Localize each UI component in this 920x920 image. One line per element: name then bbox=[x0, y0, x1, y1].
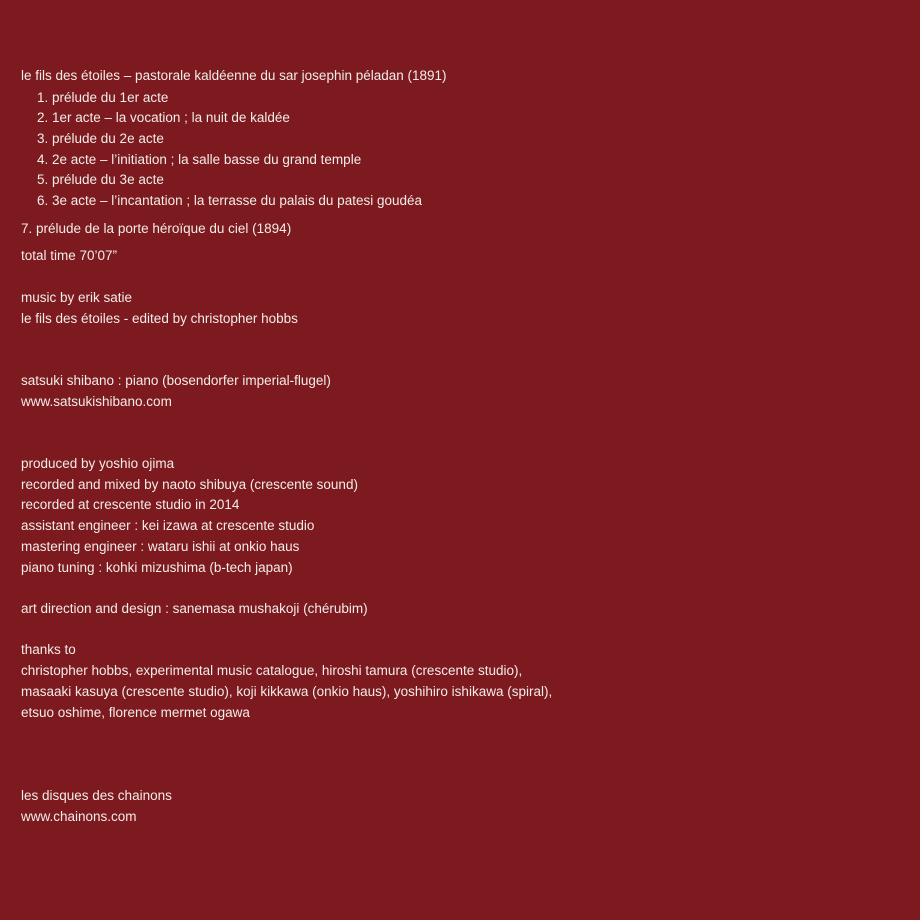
thanks-line-2: masaaki kasuya (crescente studio), koji kikkawa (onkio haus), yoshihiro ishikawa (spiral), bbox=[21, 684, 553, 699]
edited-by: le fils des étoiles - edited by christopher hobbs bbox=[21, 311, 298, 326]
recorded-at: recorded at crescente studio in 2014 bbox=[21, 497, 240, 512]
recorded-mixed-by: recorded and mixed by naoto shibuya (crescente sound) bbox=[21, 477, 358, 492]
piano-tuning: piano tuning : kohki mizushima (b-tech japan) bbox=[21, 560, 293, 575]
assistant-engineer: assistant engineer : kei izawa at crescente studio bbox=[21, 518, 315, 533]
thanks-line-3: etsuo oshime, florence mermet ogawa bbox=[21, 705, 250, 720]
track-6: 6. 3e acte – l’incantation ; la terrasse du palais du patesi goudéa bbox=[37, 193, 423, 208]
track-5: 5. prélude du 3e acte bbox=[37, 172, 164, 187]
label-name: les disques des chainons bbox=[21, 788, 172, 803]
thanks-line-1: christopher hobbs, experimental music catalogue, hiroshi tamura (crescente studio), bbox=[21, 663, 523, 678]
track-2: 2. 1er acte – la vocation ; la nuit de kaldée bbox=[37, 110, 290, 125]
performer-website: www.satsukishibano.com bbox=[21, 394, 172, 409]
work-title: le fils des étoiles – pastorale kaldéenne du sar josephin péladan (1891) bbox=[21, 68, 447, 83]
track-3: 3. prélude du 2e acte bbox=[37, 131, 164, 146]
art-direction: art direction and design : sanemasa mushakoji (chérubim) bbox=[21, 601, 368, 616]
thanks-heading: thanks to bbox=[21, 642, 76, 657]
produced-by: produced by yoshio ojima bbox=[21, 456, 175, 471]
mastering-engineer: mastering engineer : wataru ishii at onkio haus bbox=[21, 539, 300, 554]
label-website: www.chainons.com bbox=[21, 809, 137, 824]
track-1: 1. prélude du 1er acte bbox=[37, 90, 169, 105]
track-4: 4. 2e acte – l’initiation ; la salle basse du grand temple bbox=[37, 152, 362, 167]
total-time: total time 70’07” bbox=[21, 248, 118, 263]
performer-line: satsuki shibano : piano (bosendorfer imperial-flugel) bbox=[21, 373, 331, 388]
track-7: 7. prélude de la porte héroïque du ciel (1894) bbox=[21, 221, 292, 236]
music-by: music by erik satie bbox=[21, 290, 133, 305]
